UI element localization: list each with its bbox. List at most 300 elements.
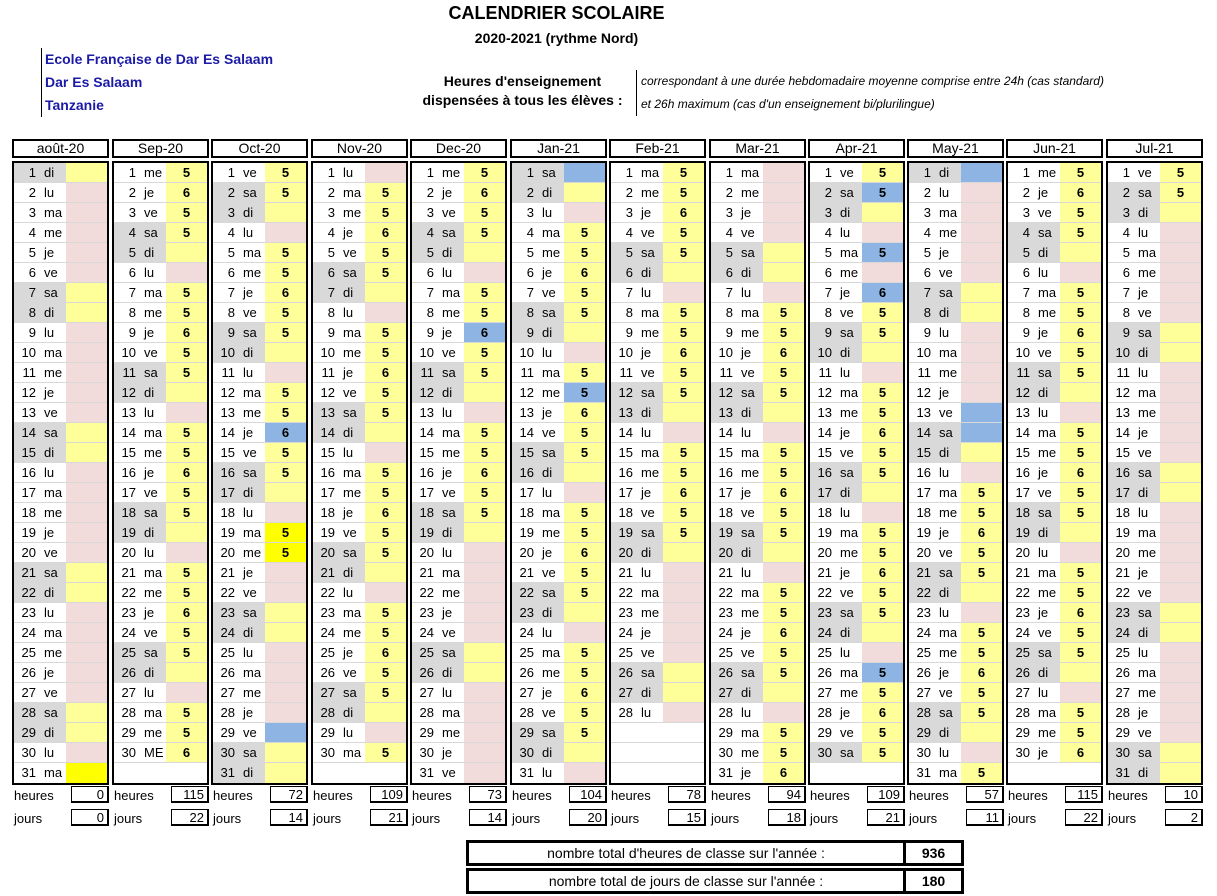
day-abbr: ma — [144, 425, 163, 440]
day-abbr: ma — [44, 625, 63, 640]
day-row — [114, 423, 207, 443]
day-row — [114, 523, 207, 543]
day-number: 7 — [909, 283, 934, 302]
day-hours: 5 — [564, 643, 605, 662]
day-abbr: je — [442, 465, 453, 480]
day-abbr: di — [238, 483, 265, 502]
day-row — [1008, 443, 1101, 463]
day-number: 2 — [28, 185, 36, 200]
day-row — [14, 663, 107, 683]
day-hours — [265, 743, 306, 762]
day-number: 1 — [426, 165, 434, 180]
day-row — [1008, 203, 1101, 223]
day-number: 12 — [114, 383, 139, 402]
day-hours — [663, 283, 704, 302]
day-row — [1108, 223, 1201, 243]
day-number: 9 — [512, 323, 537, 342]
day-hours: 5 — [365, 183, 406, 202]
day-row — [313, 443, 406, 463]
day-number: 5 — [227, 245, 235, 260]
day-row — [114, 683, 207, 703]
day-row — [1108, 323, 1201, 343]
day-number: 25 — [412, 643, 437, 662]
day-hours — [66, 403, 107, 422]
day-abbr: di — [437, 383, 464, 402]
day-hours — [1160, 263, 1201, 282]
day-row — [14, 563, 107, 583]
day-hours — [464, 623, 505, 642]
day-row — [114, 503, 207, 523]
day-hours: 5 — [862, 163, 903, 182]
day-hours — [663, 663, 704, 682]
day-number: 5 — [412, 243, 437, 262]
day-hours — [862, 643, 903, 662]
day-hours — [1160, 523, 1201, 542]
day-number: 2 — [327, 185, 335, 200]
day-number: 30 — [810, 743, 835, 762]
day-number: 7 — [14, 283, 39, 302]
day-hours: 5 — [961, 503, 1002, 522]
day-hours — [663, 423, 704, 442]
day-number: 26 — [1115, 665, 1130, 680]
month-header: Jun-21 — [1006, 139, 1103, 158]
day-abbr: me — [442, 445, 461, 460]
jours-total-row — [808, 809, 905, 829]
day-row — [213, 203, 306, 223]
day-row — [711, 463, 804, 483]
day-row — [711, 523, 804, 543]
day-row — [1008, 363, 1101, 383]
day-abbr: ve — [1038, 625, 1052, 640]
day-row — [1008, 583, 1101, 603]
day-number: 24 — [916, 625, 931, 640]
day-hours: 5 — [166, 303, 207, 322]
day-number: 10 — [1108, 343, 1133, 362]
day-hours — [464, 763, 505, 783]
day-abbr: sa — [934, 563, 961, 582]
day-row — [810, 683, 903, 703]
day-abbr: lu — [1138, 645, 1149, 660]
day-hours: 5 — [564, 243, 605, 262]
day-abbr: me — [243, 545, 262, 560]
day-hours: 6 — [663, 343, 704, 362]
day-hours — [265, 223, 306, 242]
day-row — [313, 403, 406, 423]
day-hours — [663, 263, 704, 282]
day-abbr: ve — [44, 265, 58, 280]
day-hours — [166, 243, 207, 262]
day-row — [909, 483, 1002, 503]
day-row — [909, 623, 1002, 643]
day-row — [611, 463, 704, 483]
day-number: 29 — [320, 725, 335, 740]
day-hours — [66, 263, 107, 282]
day-row — [810, 523, 903, 543]
jours-label: jours — [313, 811, 342, 826]
day-abbr: ma — [243, 385, 262, 400]
day-number: 23 — [718, 605, 733, 620]
day-hours — [564, 623, 605, 642]
day-hours — [265, 583, 306, 602]
day-row — [14, 203, 107, 223]
day-abbr: lu — [542, 485, 553, 500]
day-row — [711, 323, 804, 343]
day-hours — [464, 523, 505, 542]
day-row — [412, 443, 505, 463]
day-hours — [464, 243, 505, 262]
day-number: 17 — [320, 485, 335, 500]
day-hours — [66, 523, 107, 542]
day-abbr: me — [343, 345, 362, 360]
day-abbr: sa — [934, 703, 961, 722]
day-hours: 5 — [763, 363, 804, 382]
day-number: 12 — [220, 385, 235, 400]
day-number: 6 — [1022, 265, 1030, 280]
day-row — [313, 723, 406, 743]
empty-day-row — [810, 763, 903, 783]
day-abbr: ma — [1038, 705, 1057, 720]
day-hours — [464, 543, 505, 562]
day-row — [313, 463, 406, 483]
day-number: 13 — [21, 405, 36, 420]
day-hours: 5 — [365, 243, 406, 262]
day-number: 11 — [520, 365, 534, 380]
day-hours — [1160, 283, 1201, 302]
day-abbr: me — [939, 225, 958, 240]
day-hours: 6 — [1060, 743, 1101, 762]
day-hours — [1160, 683, 1201, 702]
total-hours-row — [466, 840, 964, 866]
day-hours: 6 — [763, 763, 804, 783]
day-row — [1108, 443, 1201, 463]
day-row — [711, 623, 804, 643]
day-row — [711, 183, 804, 203]
month-totals — [808, 786, 905, 832]
day-number: 16 — [512, 463, 537, 482]
day-abbr: me — [44, 365, 63, 380]
day-row — [412, 683, 505, 703]
day-hours: 5 — [763, 503, 804, 522]
day-row — [810, 383, 903, 403]
day-row — [412, 183, 505, 203]
jours-value: 14 — [270, 809, 308, 826]
day-number: 19 — [817, 525, 832, 540]
day-abbr: ma — [1138, 245, 1157, 260]
day-row — [909, 563, 1002, 583]
day-number: 9 — [327, 325, 335, 340]
day-row — [711, 703, 804, 723]
day-row — [1108, 563, 1201, 583]
day-row — [114, 243, 207, 263]
day-abbr: ve — [343, 385, 357, 400]
day-abbr: sa — [238, 463, 265, 482]
day-row — [1108, 583, 1201, 603]
day-row — [909, 603, 1002, 623]
day-number: 16 — [419, 465, 434, 480]
month-column — [609, 139, 706, 785]
day-abbr: ma — [343, 465, 362, 480]
day-hours: 5 — [1060, 443, 1101, 462]
day-number: 7 — [725, 285, 733, 300]
day-hours — [961, 463, 1002, 482]
day-number: 30 — [21, 745, 36, 760]
day-abbr: ma — [939, 765, 958, 780]
day-row — [711, 403, 804, 423]
day-row — [412, 163, 505, 183]
day-row — [909, 423, 1002, 443]
day-row — [14, 503, 107, 523]
day-number: 2 — [1022, 185, 1030, 200]
day-row — [810, 423, 903, 443]
day-number: 28 — [519, 705, 534, 720]
day-row — [412, 563, 505, 583]
day-hours — [1160, 543, 1201, 562]
jours-value: 22 — [171, 809, 209, 826]
day-number: 2 — [512, 183, 537, 202]
day-hours: 5 — [961, 483, 1002, 502]
day-abbr: ma — [741, 305, 760, 320]
jours-label: jours — [14, 811, 43, 826]
day-hours — [1160, 743, 1201, 762]
day-row — [711, 723, 804, 743]
day-number: 8 — [1122, 305, 1130, 320]
day-number: 31 — [419, 765, 434, 780]
day-hours: 5 — [265, 303, 306, 322]
day-number: 11 — [1116, 365, 1130, 380]
day-abbr: je — [144, 465, 155, 480]
month-column — [410, 139, 507, 785]
day-hours — [365, 443, 406, 462]
day-hours: 6 — [862, 423, 903, 442]
day-hours: 5 — [464, 203, 505, 222]
day-number: 30 — [1108, 743, 1133, 762]
day-hours: 6 — [1060, 463, 1101, 482]
day-number: 16 — [213, 463, 238, 482]
day-hours — [464, 683, 505, 702]
day-abbr: sa — [1033, 223, 1060, 242]
day-number: 13 — [519, 405, 534, 420]
heures-value: 115 — [171, 786, 209, 803]
day-row — [313, 183, 406, 203]
day-row — [909, 263, 1002, 283]
day-number: 15 — [419, 445, 434, 460]
day-abbr: ma — [1138, 665, 1157, 680]
day-row — [412, 423, 505, 443]
day-hours — [464, 403, 505, 422]
day-abbr: me — [44, 225, 63, 240]
day-hours — [166, 403, 207, 422]
day-abbr: ve — [1038, 205, 1052, 220]
day-number: 23 — [916, 605, 931, 620]
day-number: 4 — [114, 223, 139, 242]
day-abbr: ma — [840, 525, 859, 540]
day-abbr: lu — [1138, 225, 1149, 240]
day-abbr: je — [442, 185, 453, 200]
day-hours — [66, 703, 107, 722]
day-abbr: ma — [243, 525, 262, 540]
day-hours — [1160, 583, 1201, 602]
day-abbr: je — [243, 705, 254, 720]
day-abbr: ma — [741, 585, 760, 600]
heures-value: 57 — [966, 786, 1004, 803]
day-row — [14, 323, 107, 343]
day-hours: 6 — [1060, 183, 1101, 202]
day-hours: 5 — [365, 383, 406, 402]
day-hours — [663, 643, 704, 662]
day-hours: 5 — [365, 543, 406, 562]
month-totals — [1006, 786, 1103, 832]
day-number: 10 — [213, 343, 238, 362]
day-row — [711, 603, 804, 623]
day-abbr: sa — [835, 743, 862, 762]
day-hours: 5 — [763, 643, 804, 662]
day-number: 5 — [923, 245, 931, 260]
day-row — [412, 723, 505, 743]
day-abbr: sa — [39, 283, 66, 302]
day-row — [611, 563, 704, 583]
day-row — [1108, 663, 1201, 683]
day-number: 15 — [718, 445, 733, 460]
day-number: 12 — [611, 383, 636, 402]
day-abbr: lu — [741, 285, 752, 300]
day-hours — [1160, 703, 1201, 722]
day-number: 15 — [1115, 445, 1130, 460]
day-abbr: ve — [542, 705, 556, 720]
day-abbr: lu — [1038, 685, 1049, 700]
day-row — [14, 643, 107, 663]
day-row — [810, 343, 903, 363]
day-hours — [365, 303, 406, 322]
day-number: 21 — [519, 565, 534, 580]
day-abbr: di — [338, 283, 365, 302]
day-number: 25 — [114, 643, 139, 662]
day-hours — [66, 363, 107, 382]
day-row — [313, 343, 406, 363]
heures-total-row — [709, 786, 806, 806]
day-abbr: je — [840, 285, 851, 300]
day-row — [611, 483, 704, 503]
day-row — [711, 643, 804, 663]
day-number: 17 — [916, 485, 931, 500]
day-row — [213, 603, 306, 623]
day-row — [14, 243, 107, 263]
day-row — [512, 323, 605, 343]
day-number: 16 — [618, 465, 633, 480]
day-abbr: je — [1138, 705, 1149, 720]
day-hours — [66, 563, 107, 582]
school-city: Dar Es Salaam — [45, 74, 143, 90]
day-abbr: je — [641, 345, 652, 360]
day-hours — [265, 683, 306, 702]
day-number: 2 — [725, 185, 733, 200]
day-number: 5 — [526, 245, 534, 260]
day-hours: 5 — [961, 623, 1002, 642]
day-number: 10 — [21, 345, 36, 360]
day-hours: 6 — [265, 283, 306, 302]
day-row — [213, 443, 306, 463]
day-row — [14, 483, 107, 503]
day-number: 10 — [618, 345, 633, 360]
day-number: 26 — [611, 663, 636, 682]
day-hours — [763, 223, 804, 242]
day-number: 28 — [817, 705, 832, 720]
day-number: 2 — [810, 183, 835, 202]
day-row — [909, 163, 1002, 183]
day-abbr: ma — [741, 725, 760, 740]
day-row — [1008, 243, 1101, 263]
day-row — [114, 743, 207, 763]
month-totals — [410, 786, 507, 832]
page-subtitle: 2020-2021 (rythme Nord) — [474, 30, 639, 46]
day-abbr: me — [741, 605, 760, 620]
total-days-value: 180 — [921, 873, 946, 889]
day-hours: 6 — [166, 323, 207, 342]
day-number: 5 — [611, 243, 636, 262]
day-row — [1108, 523, 1201, 543]
day-row — [909, 763, 1002, 783]
day-abbr: ME — [144, 745, 164, 760]
day-number: 17 — [213, 483, 238, 502]
day-number: 15 — [909, 443, 934, 462]
day-row — [1008, 603, 1101, 623]
day-row — [512, 683, 605, 703]
day-row — [711, 163, 804, 183]
day-number: 18 — [916, 505, 931, 520]
day-abbr: lu — [641, 285, 652, 300]
day-row — [412, 503, 505, 523]
day-row — [810, 183, 903, 203]
day-number: 24 — [320, 625, 335, 640]
day-abbr: je — [641, 205, 652, 220]
day-hours: 5 — [166, 203, 207, 222]
day-hours — [265, 763, 306, 783]
day-number: 15 — [512, 443, 537, 462]
day-abbr: je — [741, 485, 752, 500]
day-row — [213, 463, 306, 483]
day-number: 8 — [1022, 305, 1030, 320]
day-row — [909, 543, 1002, 563]
day-row — [1108, 723, 1201, 743]
day-abbr: sa — [1033, 643, 1060, 662]
day-number: 10 — [916, 345, 931, 360]
day-row — [512, 403, 605, 423]
day-hours: 5 — [166, 623, 207, 642]
day-row — [213, 723, 306, 743]
day-number: 26 — [1008, 663, 1033, 682]
day-number: 31 — [21, 765, 36, 780]
day-abbr: di — [39, 583, 66, 602]
day-number: 22 — [121, 585, 136, 600]
day-row — [810, 163, 903, 183]
day-hours — [1060, 523, 1101, 542]
day-abbr: me — [343, 485, 362, 500]
day-row — [611, 503, 704, 523]
day-abbr: lu — [144, 265, 155, 280]
day-number: 30 — [121, 745, 136, 760]
day-hours: 5 — [166, 583, 207, 602]
day-row — [1108, 463, 1201, 483]
month-header: Dec-20 — [410, 139, 507, 158]
day-hours: 5 — [961, 683, 1002, 702]
day-hours — [961, 303, 1002, 322]
day-number: 11 — [321, 365, 335, 380]
day-abbr: lu — [442, 265, 453, 280]
day-abbr: me — [741, 325, 760, 340]
day-number: 5 — [1008, 243, 1033, 262]
month-totals — [112, 786, 209, 832]
day-number: 10 — [320, 345, 335, 360]
day-abbr: ve — [840, 585, 854, 600]
